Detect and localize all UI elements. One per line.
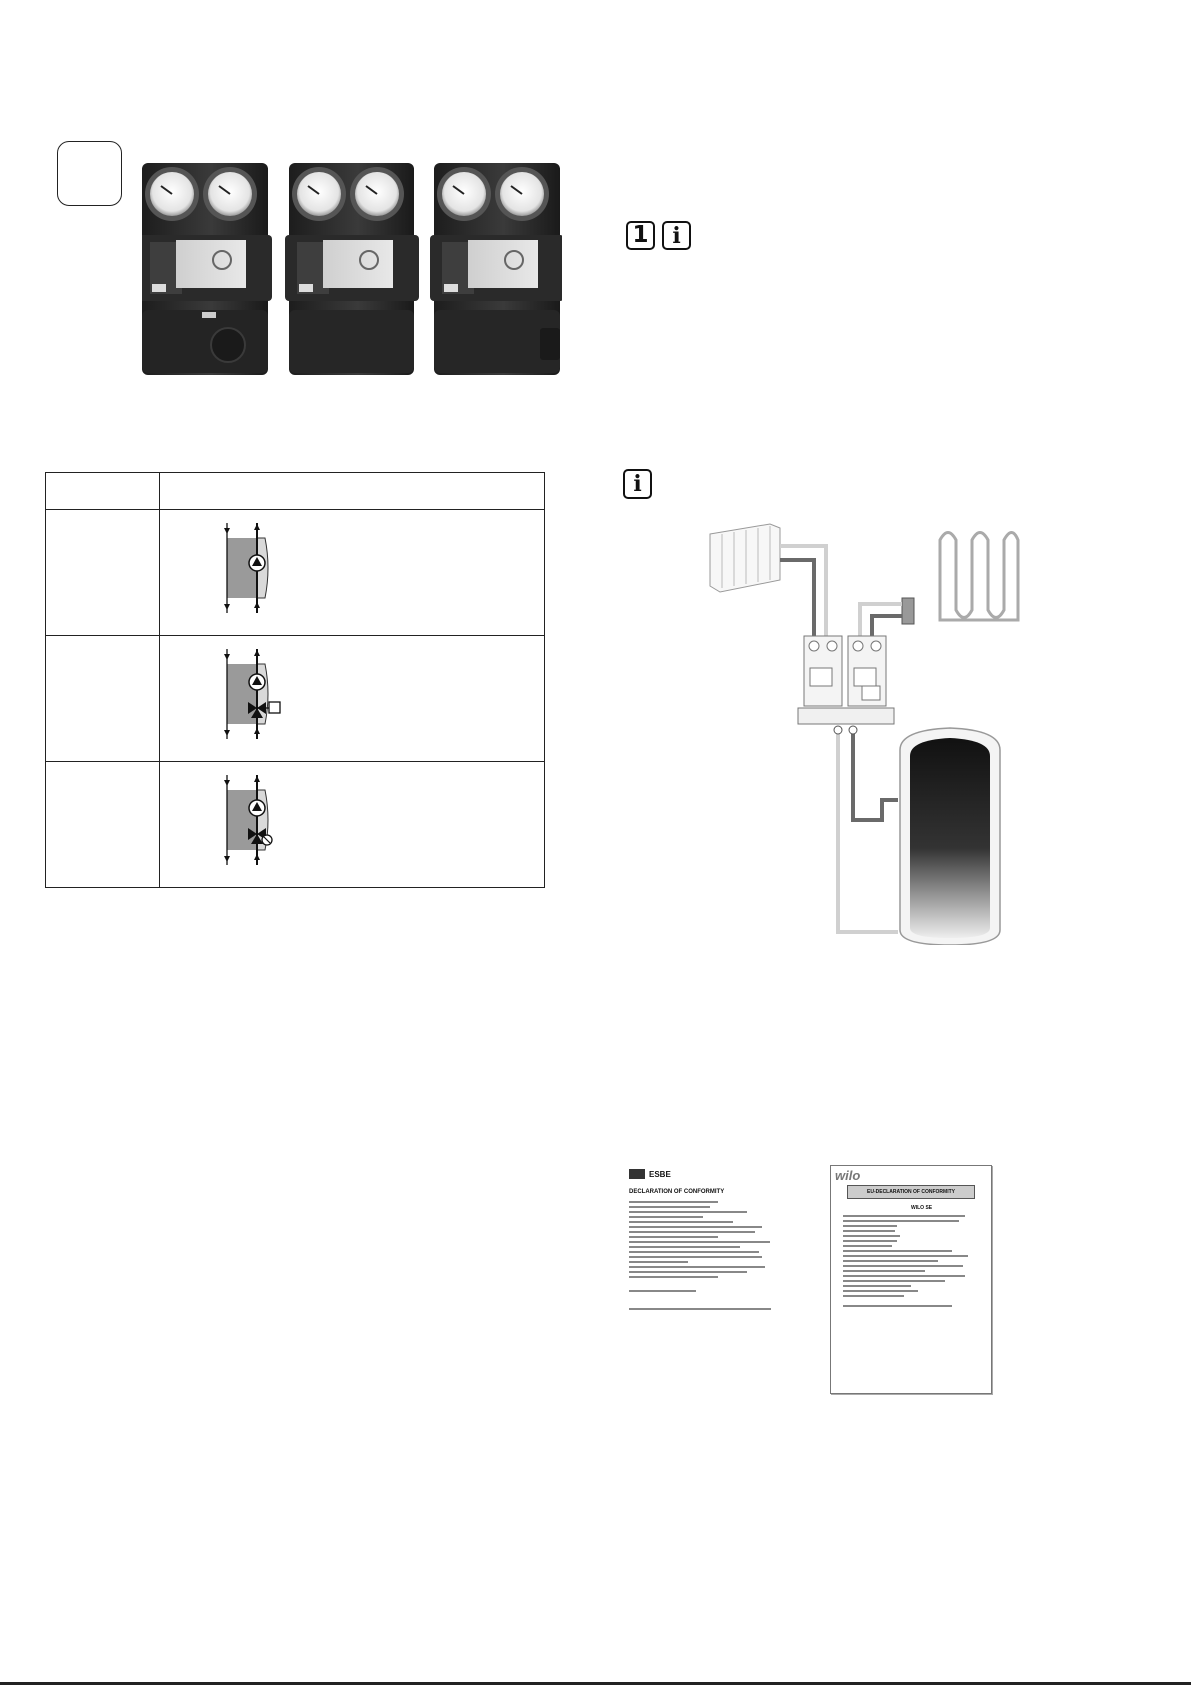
info-icon-2: i — [623, 469, 652, 499]
table-header-cell — [46, 473, 160, 510]
direct-circuit-symbol — [217, 518, 287, 618]
table-row-symbol-cell — [160, 762, 545, 888]
wilo-certificate-title: EU-DECLARATION OF CONFORMITY — [847, 1185, 975, 1199]
wilo-company: WILO SE — [911, 1205, 933, 1211]
heating-system-illustration — [700, 520, 1030, 945]
table-row — [46, 510, 545, 636]
underfloor-heating — [940, 533, 1018, 621]
table-row-label — [46, 510, 160, 636]
floor-manifold — [902, 598, 914, 624]
product-photos — [142, 160, 562, 378]
pump-unit-photo-3 — [430, 163, 562, 375]
step-one-icon: 1 — [626, 221, 655, 250]
esbe-certificate — [625, 1165, 785, 1395]
esbe-logo: ESBE — [649, 1169, 671, 1179]
mixing-valve-actuator-symbol — [217, 644, 297, 744]
wilo-certificate — [830, 1165, 992, 1394]
table-header-row — [46, 473, 545, 510]
table-row — [46, 636, 545, 762]
certificates — [625, 1165, 995, 1395]
table-row-symbol-cell — [160, 636, 545, 762]
storage-tank — [900, 728, 1000, 945]
table-row — [46, 762, 545, 888]
pump-units-illustration — [142, 160, 562, 378]
schematic-table — [45, 472, 545, 888]
table-header-cell — [160, 473, 545, 510]
mixing-valve-thermostat-symbol — [217, 770, 297, 870]
table-row-label — [46, 762, 160, 888]
wilo-logo: wilo — [835, 1168, 861, 1183]
pump-unit-photo-2 — [285, 163, 419, 375]
manifold — [798, 708, 894, 734]
info-icon: i — [662, 221, 691, 250]
radiator — [710, 524, 780, 592]
step-number-box — [57, 141, 122, 206]
esbe-certificate-title: DECLARATION OF CONFORMITY — [629, 1189, 725, 1195]
system-diagram — [700, 520, 1030, 945]
pump-unit-1 — [804, 636, 842, 706]
table-row-symbol-cell — [160, 510, 545, 636]
pump-unit-2 — [848, 636, 886, 706]
pump-unit-photo-1 — [142, 163, 272, 375]
table-row-label — [46, 636, 160, 762]
